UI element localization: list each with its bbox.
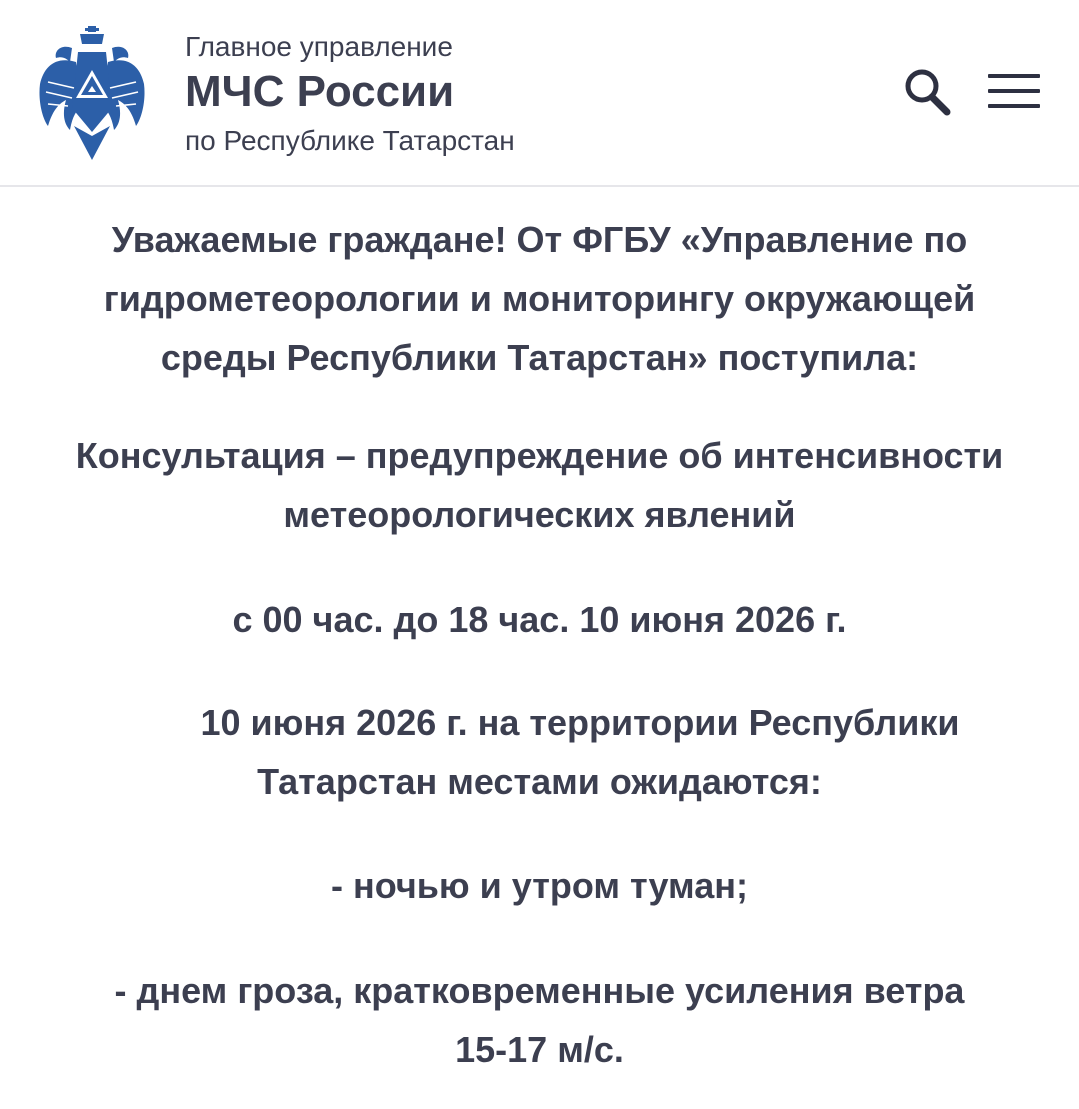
intro-line-3: среды Республики Татарстан» поступила: xyxy=(160,337,919,378)
menu-bar-middle xyxy=(988,89,1040,93)
intro-line-2: гидрометеорологии и мониторингу окружающей xyxy=(103,278,976,319)
intro-line-1: Уважаемые граждане! От ФГБУ «Управление по xyxy=(111,219,968,260)
menu-bar-top xyxy=(988,74,1040,78)
menu-bar-bottom xyxy=(988,104,1040,108)
search-icon[interactable] xyxy=(900,66,954,120)
forecast-item-fog: - ночью и утром туман; xyxy=(331,865,748,906)
warning-period: с 00 час. до 18 час. 10 июня 2026 г. xyxy=(232,599,847,640)
org-title[interactable] xyxy=(185,30,515,158)
org-title-line1: Главное управление xyxy=(185,31,453,62)
forecast-item-storm-line-1: - днем гроза, кратковременные усиления ветра xyxy=(114,970,965,1011)
hamburger-menu-icon[interactable] xyxy=(984,70,1042,112)
emchs-emblem-icon[interactable] xyxy=(36,26,148,160)
forecast-line-2: Татарстан местами ожидаются: xyxy=(257,761,822,802)
consultation-line-2: метеорологических явлений xyxy=(283,494,796,535)
consultation-line-1: Консультация – предупреждение об интенсивности xyxy=(75,435,1004,476)
org-title-region: по Республике Татарстан xyxy=(185,125,515,156)
org-title-main: МЧС России xyxy=(185,67,455,116)
forecast-line-1: 10 июня 2026 г. на территории Республики xyxy=(200,702,960,743)
site-header xyxy=(0,0,1079,187)
forecast-item-storm-line-2: 15-17 м/с. xyxy=(455,1029,624,1070)
